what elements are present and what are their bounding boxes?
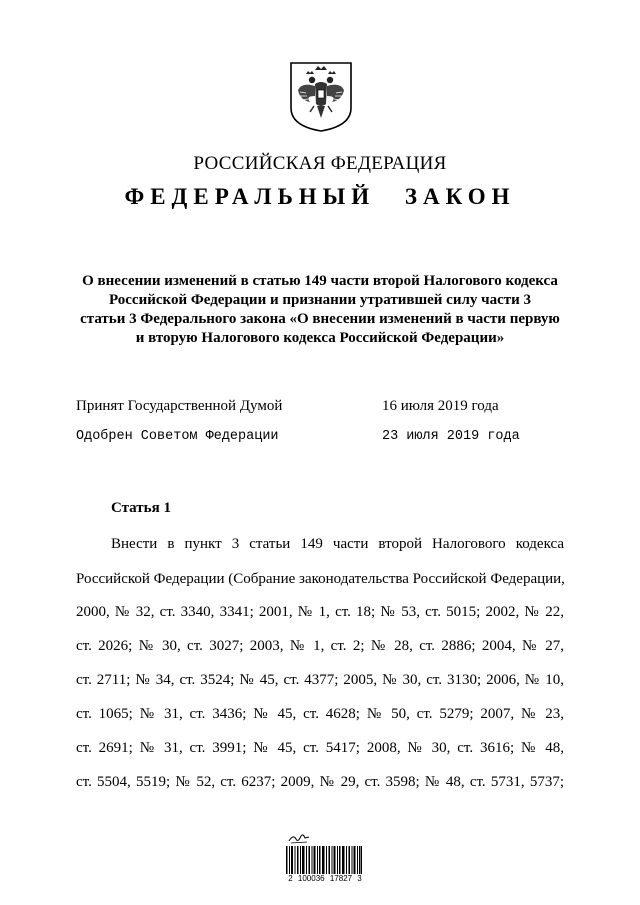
law-title-line: Российской Федерации и признании утратившей силу части 3: [108, 292, 532, 308]
law-title-line: статьи 3 Федерального закона «О внесении изменений в части первую: [80, 311, 560, 327]
article-text-line: 2000, № 32, ст. 3340, 3341; 2001, № 1, ст. 18; № 53, ст. 5015; 2002, № 22,: [76, 604, 564, 620]
article-text-line: ст. 5504, 5519; № 52, ст. 6237; 2009, № 29, ст. 3598; № 48, ст. 5731, 5737;: [76, 774, 564, 790]
document-footer: [280, 832, 370, 882]
article-text-line: ст. 2691; № 31, ст. 3991; № 45, ст. 5417; 2008, № 30, ст. 3616; № 48,: [76, 740, 564, 756]
council-approval-date: 23 июля 2019 года: [382, 429, 520, 444]
barcode-number: 2 100036 17827 3: [288, 874, 362, 883]
law-title-line: и вторую Налогового кодекса Российской Федерации»: [135, 330, 505, 346]
law-title-line: О внесении изменений в статью 149 части второй Налогового кодекса: [82, 273, 558, 289]
duma-adoption-label: Принят Государственной Думой: [76, 398, 283, 414]
article-text-line: Внести в пункт 3 статьи 149 части второй Налогового кодекса: [111, 536, 564, 552]
barcode-icon: [286, 846, 362, 874]
document-type: ФЕДЕРАЛЬНЫЙ ЗАКОН: [124, 184, 516, 209]
article-text-line: ст. 1065; № 31, ст. 3436; № 45, ст. 4628; № 50, ст. 5279; 2007, № 23,: [76, 706, 564, 722]
coat-of-arms-icon: [288, 60, 354, 134]
law-title: [60, 272, 580, 348]
country-name: РОССИЙСКАЯ ФЕДЕРАЦИЯ: [193, 153, 447, 174]
duma-adoption-date: 16 июля 2019 года: [382, 398, 499, 414]
council-approval-label: Одобрен Советом Федерации: [76, 429, 279, 444]
handwritten-mark-icon: [288, 832, 310, 844]
article-text-line: ст. 2026; № 30, ст. 3027; 2003, № 1, ст. 2; № 28, ст. 2886; 2004, № 27,: [76, 638, 564, 654]
article-text-line: Российской Федерации (Собрание законодательства Российской Федерации,: [76, 571, 565, 587]
article-heading: Статья 1: [111, 500, 171, 516]
article-text-line: ст. 2711; № 34, ст. 3524; № 45, ст. 4377; 2005, № 30, ст. 3130; 2006, № 10,: [76, 672, 564, 688]
